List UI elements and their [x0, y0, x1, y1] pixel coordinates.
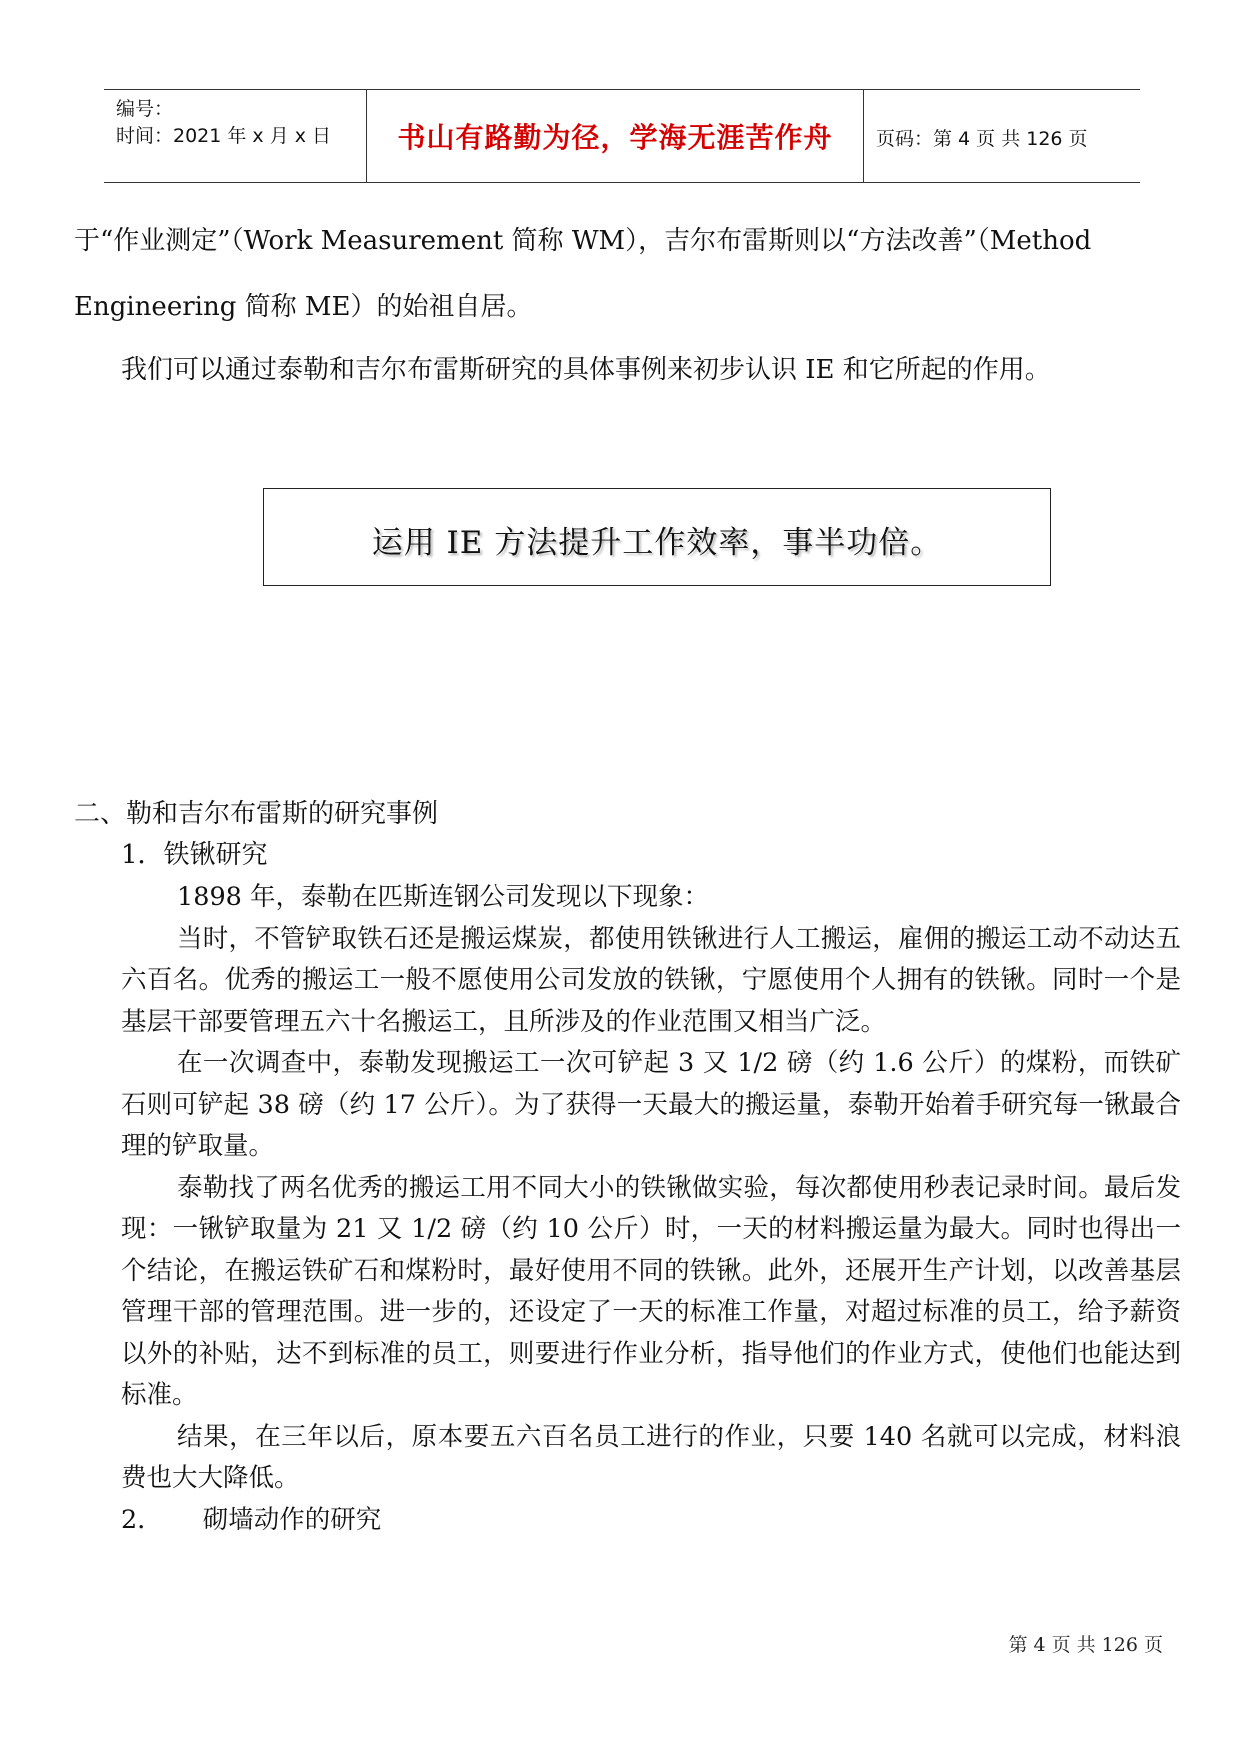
header-motto: 书山有路勤为径，学海无涯苦作舟 [397, 121, 833, 154]
intro-line-2: Engineering 简称 ME）的始祖自居。 [74, 292, 533, 322]
header-table [104, 89, 1140, 183]
callout-text: 运用 IE 方法提升工作效率，事半功倍。 [371, 525, 943, 561]
page-footer: 第 4 页 共 126 页 [1008, 1634, 1163, 1656]
section-heading: 二、勒和吉尔布雷斯的研究事例 [74, 799, 439, 829]
subsection-1-heading: 1．铁锹研究 [121, 840, 268, 870]
callout-box [263, 488, 1051, 586]
paragraph-5: 结果，在三年以后，原本要五六百名员工进行的作业，只要 140 名就可以完成，材料浪费也大大降低。 [121, 1421, 1181, 1493]
subsection-2-title: 砌墙动作的研究 [202, 1504, 382, 1535]
paragraph-4: 泰勒找了两名优秀的搬运工用不同大小的铁锹做实验，每次都使用秒表记录时间。最后发现：一锹铲取量为 21 又 1/2 磅（约 10 公斤）时，一天的材料搬运量为最大。同时也得出一个结论，在搬运铁矿石和煤粉时，最好使用不同的铁锹。此外，还展开生产计划，以改善基层管理干部的管理范围。进一步的，还设定了一天的标准工作量，对超过标准的员工，给予薪资以外的补贴，达不到标准的员工，则要进行作业分析，指导他们的作业方式，使他们也能达到标准。 [121, 1172, 1181, 1410]
header-page-cell [864, 90, 1140, 182]
document-time-label: 时间：2021 年 x 月 x 日 [116, 125, 332, 147]
header-page-label: 页码：第 4 页 共 126 页 [876, 128, 1088, 150]
intro-line-3: 我们可以通过泰勒和吉尔布雷斯研究的具体事例来初步认识 IE 和它所起的作用。 [121, 355, 1051, 385]
section-body [121, 877, 1181, 1541]
header-info-cell [104, 90, 366, 182]
paragraph-3: 在一次调查中，泰勒发现搬运工一次可铲起 3 又 1/2 磅（约 1.6 公斤）的煤粉，而铁矿石则可铲起 38 磅（约 17 公斤）。为了获得一天最大的搬运量，泰勒开始着手研究每一锹最合理的铲取量。 [121, 1048, 1181, 1161]
header-motto-cell [366, 90, 864, 182]
subsection-2-number: 2． [121, 1504, 163, 1535]
intro-line-1: 于“作业测定”（Work Measurement 简称 WM），吉尔布雷斯则以“方法改善”（Method [74, 226, 1092, 256]
paragraph-2: 当时，不管铲取铁石还是搬运煤炭，都使用铁锹进行人工搬运，雇佣的搬运工动不动达五六百名。优秀的搬运工一般不愿使用公司发放的铁锹，宁愿使用个人拥有的铁锹。同时一个是基层干部要管理五六十名搬运工，且所涉及的作业范围又相当广泛。 [121, 923, 1181, 1037]
document-number-label: 编号： [116, 98, 174, 120]
paragraph-1: 1898 年，泰勒在匹斯连钢公司发现以下现象： [177, 882, 710, 912]
subsection-2-heading [121, 1500, 1181, 1542]
